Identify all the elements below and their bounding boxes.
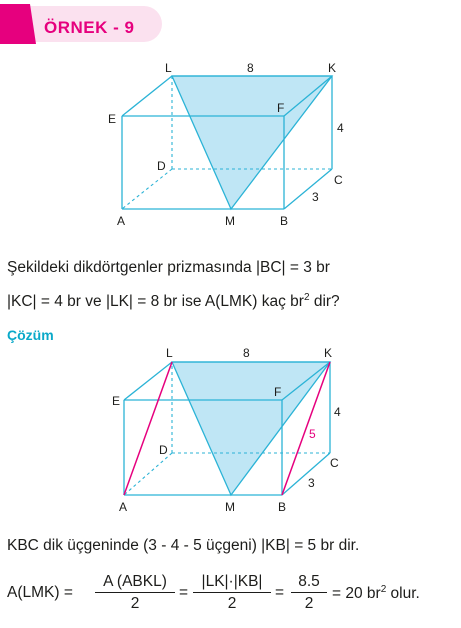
solution-text: KBC dik üçgeninde (3 - 4 - 5 üçgeni) |KB| = 5 br dir. (7, 537, 360, 554)
label-l-2: L (166, 346, 173, 360)
solution-title: Çözüm (7, 327, 54, 343)
length-bc: 3 (312, 190, 319, 204)
label-c: C (334, 173, 343, 187)
fraction-lk-kb-num: |LK|·|KB| (193, 573, 271, 593)
label-e: E (108, 112, 117, 126)
equation-lhs: A(LMK) = (7, 584, 73, 601)
fraction-8-5-num: 8.5 (291, 573, 327, 593)
label-f-2: F (274, 385, 282, 399)
prism-figure-question (0, 56, 461, 232)
length-lk: 8 (247, 61, 254, 75)
label-a: A (117, 214, 126, 228)
label-a-2: A (119, 500, 128, 514)
question-line-2-end: dir? (309, 293, 340, 311)
result-end: olur. (386, 585, 420, 603)
fraction-8-5 (291, 573, 327, 613)
equation-result (332, 584, 420, 603)
equals-3: = (275, 584, 285, 601)
length-bc-2: 3 (308, 476, 315, 490)
question-line-2-text: |KC| = 4 br ve |LK| = 8 br ise A(LMK) kaç br (7, 293, 304, 311)
label-e-2: E (112, 394, 121, 408)
length-kb: 5 (309, 427, 316, 441)
equals-2: = (179, 584, 189, 601)
label-m: M (225, 214, 235, 228)
question-line-2-sup: 2 (303, 292, 310, 303)
fraction-abkl-num: A (ABKL) (95, 573, 175, 593)
length-kc-2: 4 (334, 405, 341, 419)
fraction-abkl (95, 573, 175, 613)
fraction-abkl-den: 2 (130, 595, 140, 612)
label-l: L (165, 61, 172, 75)
result-sup: 2 (380, 584, 387, 595)
length-kc: 4 (337, 121, 344, 135)
label-d-2: D (159, 443, 168, 457)
label-m-2: M (225, 500, 235, 514)
length-lk-2: 8 (243, 346, 250, 360)
label-k-2: K (324, 346, 333, 360)
label-b: B (280, 214, 289, 228)
example-title: ÖRNEK - 9 (44, 18, 135, 37)
label-b-2: B (278, 500, 287, 514)
question-line-1: Şekildeki dikdörtgenler prizmasında |BC| = 3 br (7, 259, 330, 276)
result-text: = 20 br (332, 585, 381, 603)
label-f: F (277, 101, 285, 115)
label-c-2: C (330, 456, 339, 470)
question-line-2 (7, 292, 340, 311)
fraction-lk-kb-den: 2 (227, 595, 237, 612)
label-d: D (157, 159, 166, 173)
prism-figure-solution (0, 340, 461, 520)
fraction-lk-kb (193, 573, 271, 613)
fraction-8-5-den: 2 (304, 595, 314, 612)
area-equation (7, 566, 457, 622)
example-badge (0, 4, 168, 44)
label-k: K (328, 61, 337, 75)
